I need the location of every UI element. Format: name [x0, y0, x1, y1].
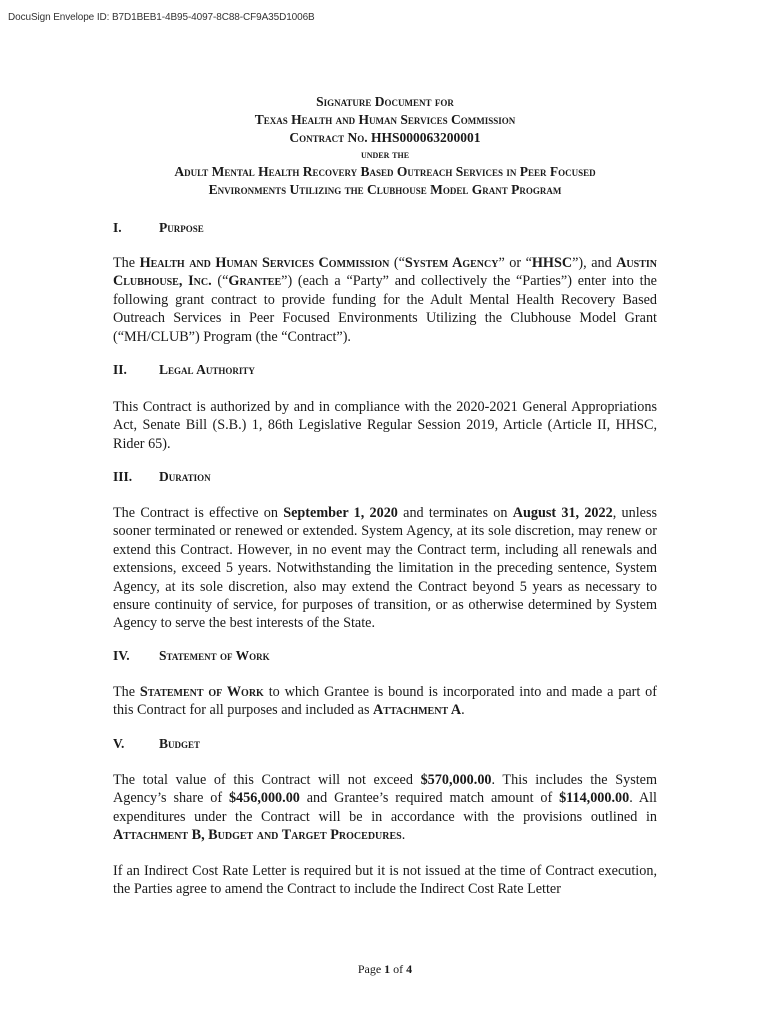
page-total: 4	[406, 962, 413, 976]
section-number: III.	[113, 469, 133, 484]
section-title: Legal Authority	[159, 362, 255, 377]
attachment-b: Attachment B, Budget and Target Procedures	[113, 827, 402, 844]
title-line-4: under the	[360, 149, 410, 161]
statement-of-work-paragraph: The Statement of Work to which Grantee is bound is incorporated into and made a part of this Contract for all purposes and included as Attachment A.	[113, 684, 657, 719]
end-date: August 31, 2022	[512, 505, 613, 521]
sow-term: Statement of Work	[139, 684, 264, 700]
section-title: Duration	[159, 469, 211, 484]
section-number: IV.	[113, 648, 130, 663]
match-amount: $114,000.00	[559, 790, 630, 807]
section-heading-duration	[113, 469, 211, 485]
duration-paragraph: The Contract is effective on September 1, 2020 and terminates on August 31, 2022, unless sooner terminated or renewed or extended. System Agency, at its sole discretion, may renew or extend this Contract. However, in no event may the Contract term, including all renewals and extensions, exceed 5 years. Notwithstanding the limitation in the preceding sentence, System Agency, at its sole discretion, also may extend the Contract beyond 5 years as necessary to ensure continuity of service, for purposes of transition, or as otherwise determined by System Agency to serve the best interests of the State.	[113, 505, 657, 632]
section-number: I.	[113, 220, 122, 235]
section-title: Budget	[159, 736, 201, 751]
grantee-name: Austin Clubhouse, Inc.	[113, 255, 657, 290]
budget-paragraph: The total value of this Contract will not exceed $570,000.00. This includes the System Agency’s share of $456,000.00 and Grantee’s required match amount of $114,000.00. All expenditures under the Contract will be in accordance with the provisions outlined in Attachment B, Budget and Target Procedures.	[113, 772, 657, 844]
page-number: 1	[384, 962, 391, 976]
title-contract-number: Contract No. HHS000063200001	[289, 130, 481, 145]
agency-share: $456,000.00	[228, 790, 300, 807]
section-number: V.	[113, 736, 125, 751]
system-agency-term: System Agency	[404, 255, 499, 271]
section-number: II.	[113, 362, 127, 377]
attachment-a: Attachment A	[373, 702, 462, 719]
indirect-cost-paragraph: If an Indirect Cost Rate Letter is required but it is not issued at the time of Contract execution, the Parties agree to amend the Contract to include the Indirect Cost Rate Letter	[113, 863, 657, 898]
hhsc-name: Health and Human Services Commission	[139, 255, 390, 271]
title-line-5: Adult Mental Health Recovery Based Outreach Services in Peer Focused	[174, 164, 596, 179]
docusign-envelope-id: DocuSign Envelope ID: B7D1BEB1-4B95-4097-8C88-CF9A35D1006B	[8, 12, 315, 23]
hhsc-term: HHSC	[531, 255, 573, 271]
total-value: $570,000.00	[420, 772, 492, 788]
purpose-paragraph: The Health and Human Services Commission (“System Agency” or “HHSC”), and Austin Clubhouse, Inc. (“Grantee”) (each a “Party” and collectively the “Parties”) enter into the following grant contract to provide funding for the Adult Mental Health Recovery Based Outreach Services in Peer Focused Environments Utilizing the Clubhouse Model Grant (“MH/CLUB”) Program (the “Contract”).	[113, 255, 657, 345]
section-heading-budget	[113, 736, 200, 752]
grantee-term: Grantee	[228, 273, 282, 290]
document-title	[100, 93, 670, 199]
section-title: Purpose	[159, 220, 204, 235]
title-line-2: Texas Health and Human Services Commission	[254, 112, 516, 127]
page-footer: Page 1 of 4	[357, 962, 413, 976]
section-title: Statement of Work	[159, 648, 270, 663]
start-date: September 1, 2020	[283, 505, 398, 521]
title-line-1: Signature Document for	[316, 94, 454, 109]
section-heading-statement-of-work	[113, 648, 270, 664]
title-line-6: Environments Utilizing the Clubhouse Model Grant Program	[208, 182, 562, 197]
section-heading-purpose	[113, 220, 204, 236]
legal-authority-paragraph: This Contract is authorized by and in compliance with the 2020-2021 General Appropriations Act, Senate Bill (S.B.) 1, 86th Legislative Regular Session 2019, Article (Article II, HHSC, Rider 65).	[113, 399, 657, 452]
section-heading-legal-authority	[113, 362, 255, 378]
